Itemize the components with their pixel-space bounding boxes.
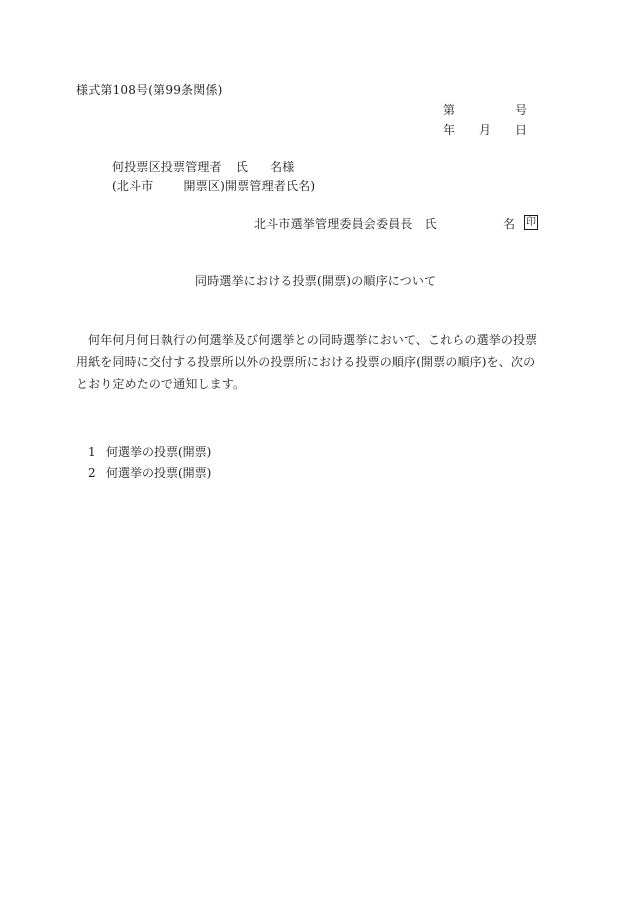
document-title: 同時選挙における投票(開票)の順序について: [195, 274, 437, 288]
date-day-label: 日: [515, 123, 528, 137]
seal-char: 印: [526, 217, 536, 228]
body-paragraph: [76, 329, 544, 395]
sender-given-name: 名: [503, 217, 516, 231]
list-item-text: 何選挙の投票(開票): [106, 445, 212, 459]
addressee-subline: [112, 180, 315, 192]
item-list: [88, 442, 211, 484]
addressee-line: [112, 161, 294, 173]
seal-stamp: [524, 215, 538, 230]
sender-line: [254, 218, 437, 230]
addressee-sub-open: (北斗市: [112, 179, 154, 193]
sender-surname: 氏: [424, 217, 437, 231]
addressee-given-name: 名様: [270, 160, 295, 174]
list-item-number: 2: [88, 466, 96, 480]
addressee-sub-rest: 開票区)開票管理者氏名): [183, 179, 316, 193]
form-number: 様式第108号(第99条関係): [76, 83, 223, 97]
list-item-text: 何選挙の投票(開票): [106, 466, 212, 480]
body-text: 何年何月何日執行の何選挙及び何選挙との同時選挙において、これらの選挙の投票用紙を同時に交付する投票所以外の投票所における投票の順序(開票の順序)を、次のとおり定めたので通知します。: [76, 333, 538, 391]
list-item-number: 1: [88, 445, 96, 459]
date-month-label: 月: [479, 123, 492, 137]
list-item: [88, 442, 211, 463]
document-number-label: 第: [443, 103, 456, 117]
addressee-surname: 氏: [235, 160, 249, 174]
document-number-suffix: 号: [515, 103, 528, 117]
list-item: [88, 463, 211, 484]
date-year-label: 年: [443, 123, 456, 137]
addressee-role: 何投票区投票管理者: [112, 160, 222, 174]
sender-title: 北斗市選挙管理委員会委員長: [254, 217, 413, 231]
